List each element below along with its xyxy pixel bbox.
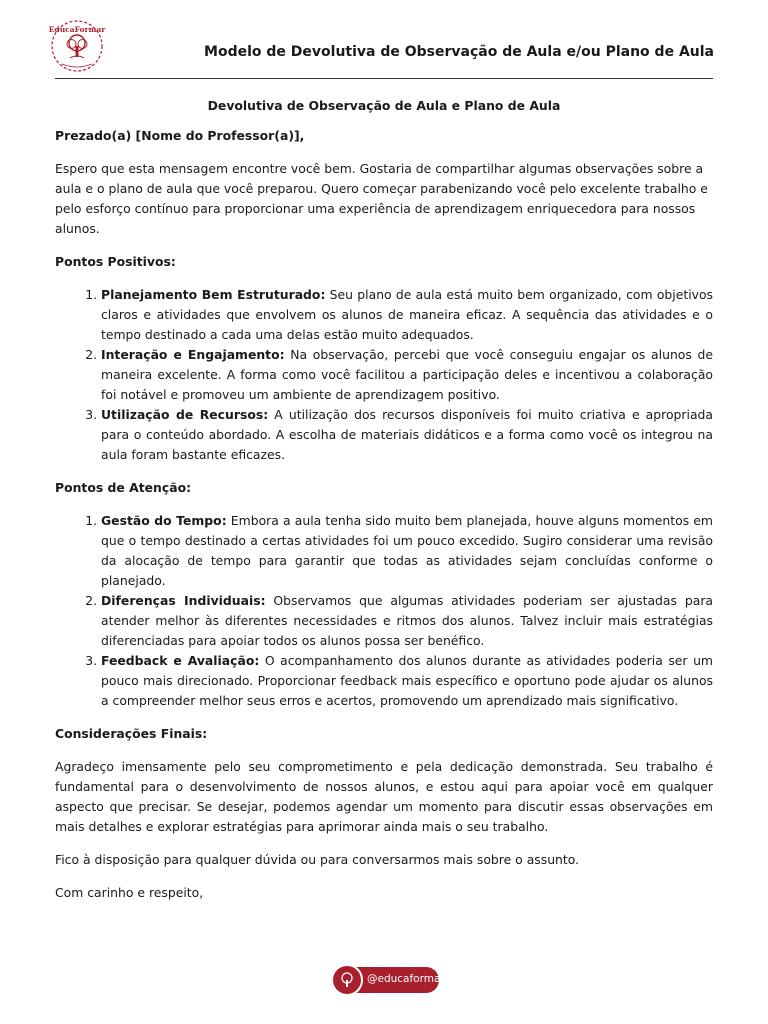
positives-heading: Pontos Positivos: — [55, 254, 176, 269]
closing-line: Com carinho e respeito, — [55, 885, 204, 900]
item-label: Planejamento Bem Estruturado: — [101, 287, 326, 302]
list-item — [101, 285, 713, 345]
attention-heading: Pontos de Atenção: — [55, 480, 192, 495]
list-item — [101, 591, 713, 651]
list-item — [101, 651, 713, 711]
item-text: Embora a aula tenha sido muito bem planejada, houve alguns momentos em que o tempo destinado a certas atividades foi um pouco excedido. Sugiro considerar uma revisão da alocação de tempo para garantir que todas as atividades sejam concluídas conforme o planejado. — [101, 513, 713, 588]
svg-text:EducaFormar: EducaFormar — [48, 25, 106, 34]
educaformar-logo — [44, 18, 110, 74]
header-divider — [55, 78, 713, 79]
item-label: Utilização de Recursos: — [101, 407, 269, 422]
list-item — [101, 511, 713, 591]
item-text: A utilização dos recursos disponíveis foi muito criativa e apropriada para o conteúdo abordado. A escolha de materiais didáticos e a forma como você os integrou na aula foram bastante eficazes. — [101, 407, 713, 462]
item-text: Na observação, percebi que você conseguiu engajar os alunos de maneira excelente. A forma como você facilitou a participação deles e incentivou a colaboração foi notável e promoveu um ambiente de aprendizagem positivo. — [101, 347, 713, 402]
document-title: Devolutiva de Observação de Aula e Plano de Aula — [207, 98, 561, 113]
item-label: Diferenças Individuais: — [101, 593, 266, 608]
final-paragraph: Agradeço imensamente pelo seu comprometimento e pela dedicação demonstrada. Seu trabalho é fundamental para o desenvolvimento de nossos alunos, e estou aqui para apoiar você em qualquer aspecto que precisar. Se desejar, podemos agendar um momento para discutir essas observações em mais detalhes e explorar estratégias para aprimorar ainda mais o seu trabalho. — [55, 759, 713, 834]
positives-list — [55, 285, 713, 465]
attention-list — [55, 511, 713, 711]
page-header — [44, 18, 714, 78]
salutation: Prezado(a) [Nome do Professor(a)], — [55, 128, 305, 143]
list-item — [101, 345, 713, 405]
final-heading: Considerações Finais: — [55, 726, 208, 741]
item-label: Interação e Engajamento: — [101, 347, 285, 362]
item-text: O acompanhamento dos alunos durante as atividades poderia ser um pouco mais direcionado. Proporcionar feedback mais específico e oportuno pode ajudar os alunos a compreender melhor seus erros e acertos, promovendo um aprendizado mais significativo. — [101, 653, 713, 708]
social-handle: @educaformar — [367, 973, 445, 985]
item-label: Feedback e Avaliação: — [101, 653, 260, 668]
item-text: Observamos que algumas atividades poderiam ser ajustadas para atender melhor às diferentes necessidades e ritmos dos alunos. Talvez incluir mais estratégias diferenciadas para apoiar todos os alunos possa ser benéfico. — [101, 593, 714, 648]
intro-paragraph: Espero que esta mensagem encontre você bem. Gostaria de compartilhar algumas observações sobre a aula e o plano de aula que você preparou. Quero começar parabenizando você pelo excelente trabalho e pelo esforço contínuo para proporcionar uma experiência de aprendizagem enriquecedora para nossos alunos. — [55, 161, 708, 236]
item-label: Gestão do Tempo: — [101, 513, 227, 528]
availability-paragraph: Fico à disposição para qualquer dúvida ou para conversarmos mais sobre o assunto. — [55, 852, 580, 867]
header-title: Modelo de Devolutiva de Observação de Aula e/ou Plano de Aula — [204, 44, 714, 60]
document-body — [55, 96, 713, 903]
social-handle-badge[interactable] — [331, 967, 445, 993]
list-item — [101, 405, 713, 465]
tree-logo-icon — [331, 964, 363, 996]
item-text: Seu plano de aula está muito bem organizado, com objetivos claros e atividades que envolvem os alunos de maneira eficaz. A sequência das atividades e o tempo destinado a cada uma delas estão muito adequados. — [101, 287, 714, 342]
